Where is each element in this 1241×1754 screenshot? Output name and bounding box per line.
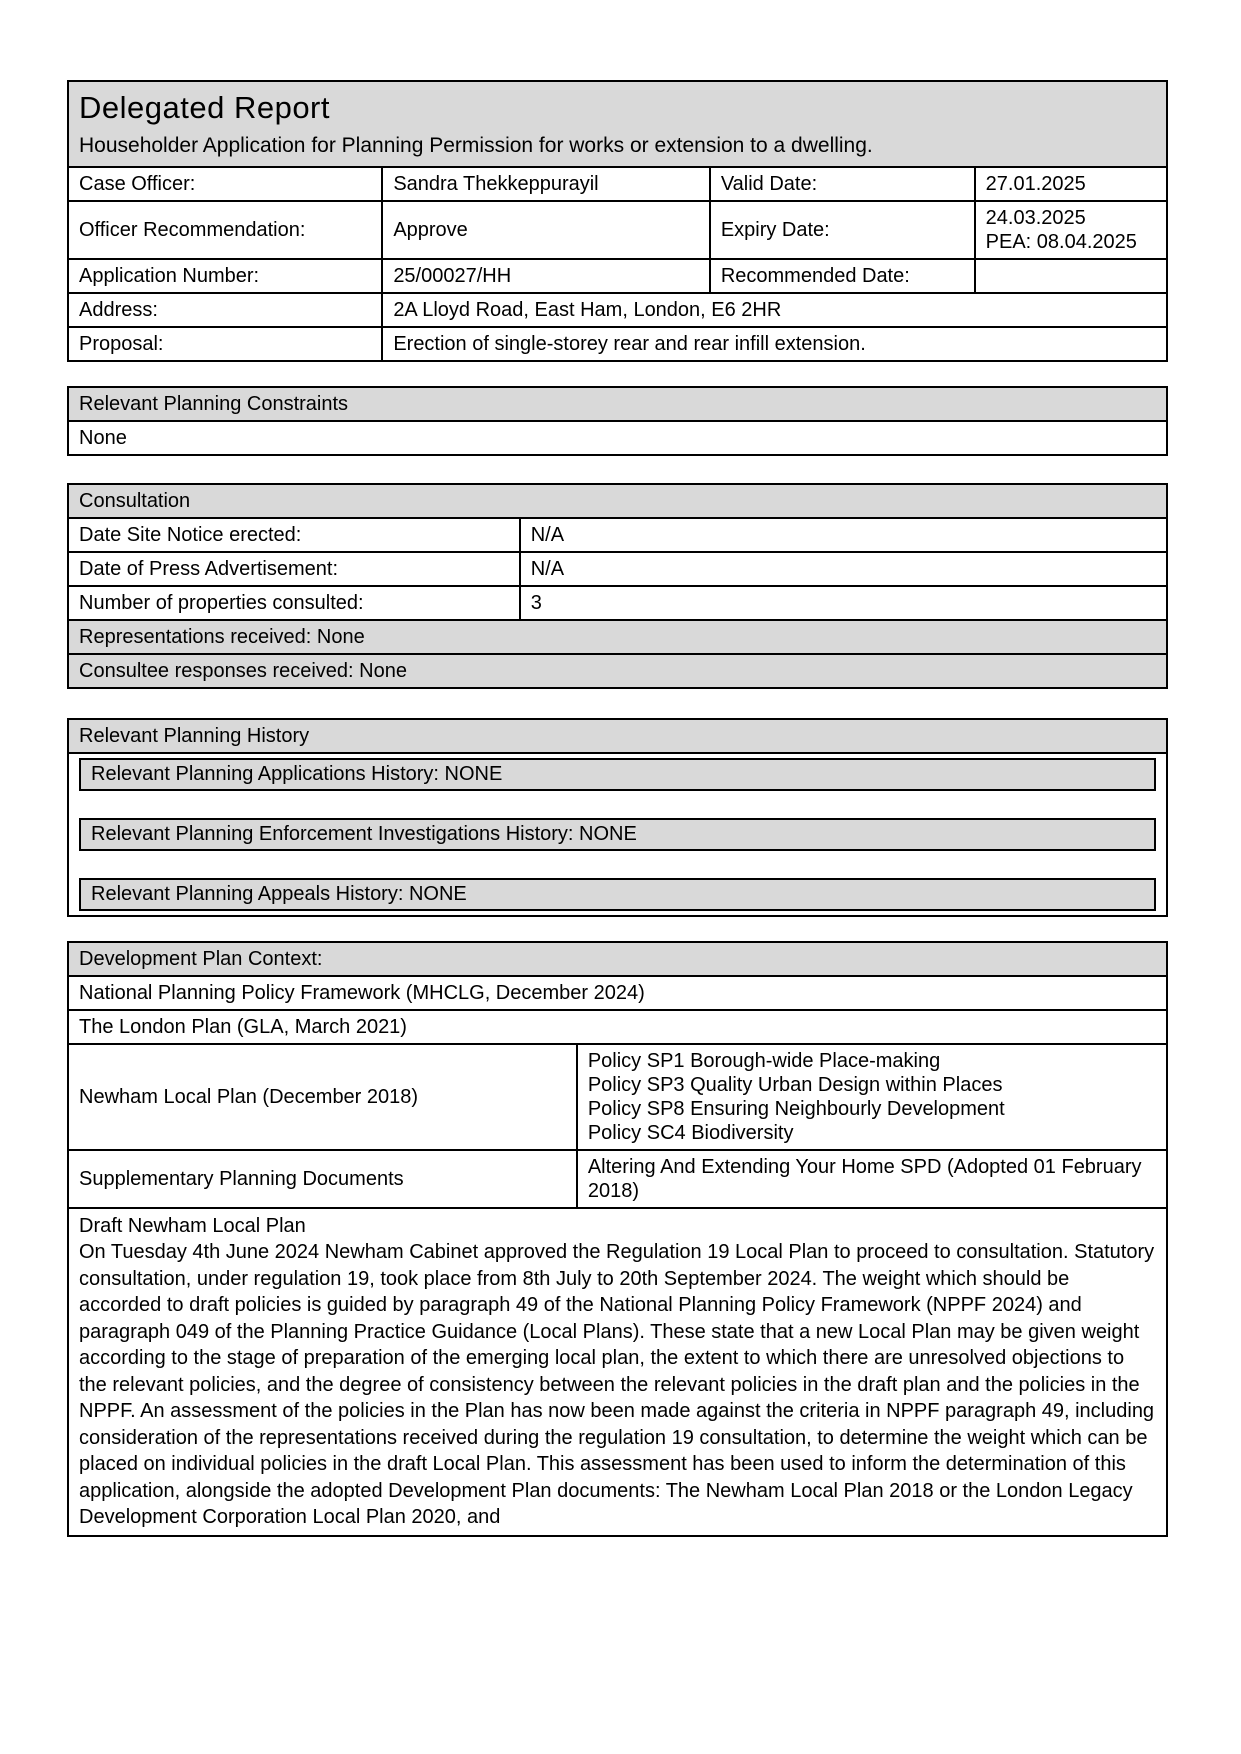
development-plan-header: Development Plan Context: xyxy=(68,942,1167,976)
policy-sp1: Policy SP1 Borough-wide Place-making xyxy=(587,1050,941,1072)
table-row xyxy=(68,259,1167,293)
application-number-value: 25/00027/HH xyxy=(382,259,710,293)
application-number-label: Application Number: xyxy=(68,259,382,293)
table-row xyxy=(68,1010,1167,1044)
page-title: Delegated Report xyxy=(79,90,330,125)
consultee-responses-received: Consultee responses received: None xyxy=(68,654,1167,688)
expiry-date-line1: 24.03.2025 xyxy=(985,207,1086,229)
draft-local-plan-cell xyxy=(68,1208,1167,1536)
enforcement-history-bar: Relevant Planning Enforcement Investigations History: NONE xyxy=(79,818,1156,851)
draft-local-plan-body: On Tuesday 4th June 2024 Newham Cabinet approved the Regulation 19 Local Plan to proceed to consultation. Statutory consultation, under regulation 19, took place from 8th July to 20th September 2024. The weight which should be accorded to draft policies is guided by paragraph 49 of the National Planning Policy Framework (NPPF 2024) and paragraph 049 of the Planning Practice Guidance (Local Plans). These state that a new Local Plan may be given weight according to the stage of preparation of the emerging local plan, the extent to which there are unresolved objections to the relevant policies, and the degree of consistency between the relevant policies in the draft plan and the policies in the NPPF. An assessment of the policies in the Plan has now been made against the criteria in NPPF paragraph 49, including consideration of the representations received during the regulation 19 consultation, to determine the weight which can be placed on individual policies in the draft Local Plan. This assessment has been used to inform the determination of this application, alongside the adopted Development Plan documents: The Newham Local Plan 2018 or the London Legacy Development Corporation Local Plan 2020, and xyxy=(79,1241,1155,1528)
appeals-history-bar: Relevant Planning Appeals History: NONE xyxy=(79,878,1156,911)
newham-local-plan-policies xyxy=(577,1044,1167,1150)
application-details-table xyxy=(67,80,1168,362)
table-row xyxy=(68,518,1167,552)
table-row xyxy=(68,327,1167,361)
table-row xyxy=(68,753,1167,916)
properties-consulted-value: 3 xyxy=(520,586,1167,620)
site-notice-value: N/A xyxy=(520,518,1167,552)
address-value: 2A Lloyd Road, East Ham, London, E6 2HR xyxy=(382,293,1167,327)
page-subtitle: Householder Application for Planning Permission for works or extension to a dwelling. xyxy=(79,134,873,157)
representations-received: Representations received: None xyxy=(68,620,1167,654)
expiry-date-label: Expiry Date: xyxy=(710,201,975,259)
applications-history-bar: Relevant Planning Applications History: NONE xyxy=(79,758,1156,791)
valid-date-label: Valid Date: xyxy=(710,167,975,201)
policy-sc4: Policy SC4 Biodiversity xyxy=(587,1122,794,1144)
table-row xyxy=(68,201,1167,259)
consultation-section xyxy=(67,483,1168,689)
officer-recommendation-value: Approve xyxy=(382,201,710,259)
table-row xyxy=(68,293,1167,327)
valid-date-value: 27.01.2025 xyxy=(975,167,1167,201)
planning-constraints-section xyxy=(67,386,1168,456)
expiry-date-value xyxy=(975,201,1167,259)
table-row xyxy=(68,1044,1167,1150)
section-header-row xyxy=(68,387,1167,421)
officer-recommendation-label: Officer Recommendation: xyxy=(68,201,382,259)
newham-local-plan-label: Newham Local Plan (December 2018) xyxy=(68,1044,577,1150)
table-row xyxy=(68,976,1167,1010)
table-row xyxy=(68,167,1167,201)
history-body xyxy=(68,753,1167,916)
delegated-report-document xyxy=(67,80,1168,1537)
table-row xyxy=(68,654,1167,688)
press-advert-label: Date of Press Advertisement: xyxy=(68,552,520,586)
proposal-value: Erection of single-storey rear and rear infill extension. xyxy=(382,327,1167,361)
press-advert-value: N/A xyxy=(520,552,1167,586)
address-label: Address: xyxy=(68,293,382,327)
table-row xyxy=(68,1150,1167,1208)
properties-consulted-label: Number of properties consulted: xyxy=(68,586,520,620)
table-row xyxy=(68,1208,1167,1536)
policy-sp8: Policy SP8 Ensuring Neighbourly Development xyxy=(587,1098,1005,1120)
proposal-label: Proposal: xyxy=(68,327,382,361)
constraints-body: None xyxy=(68,421,1167,455)
table-row xyxy=(68,586,1167,620)
section-header-row xyxy=(68,942,1167,976)
development-plan-section xyxy=(67,941,1168,1537)
table-row xyxy=(68,620,1167,654)
section-header-row xyxy=(68,719,1167,753)
draft-local-plan-title: Draft Newham Local Plan xyxy=(79,1215,306,1237)
title-block xyxy=(68,81,1167,167)
policy-sp3: Policy SP3 Quality Urban Design within Places xyxy=(587,1074,1003,1096)
history-header: Relevant Planning History xyxy=(68,719,1167,753)
consultation-header: Consultation xyxy=(68,484,1167,518)
expiry-date-line2: PEA: 08.04.2025 xyxy=(985,231,1137,253)
recommended-date-value xyxy=(975,259,1167,293)
table-row xyxy=(68,552,1167,586)
nppf-row: National Planning Policy Framework (MHCLG, December 2024) xyxy=(68,976,1167,1010)
constraints-header: Relevant Planning Constraints xyxy=(68,387,1167,421)
section-header-row xyxy=(68,484,1167,518)
london-plan-row: The London Plan (GLA, March 2021) xyxy=(68,1010,1167,1044)
case-officer-value: Sandra Thekkeppurayil xyxy=(382,167,710,201)
case-officer-label: Case Officer: xyxy=(68,167,382,201)
table-row xyxy=(68,421,1167,455)
site-notice-label: Date Site Notice erected: xyxy=(68,518,520,552)
spd-label: Supplementary Planning Documents xyxy=(68,1150,577,1208)
planning-history-section xyxy=(67,718,1168,917)
spd-value: Altering And Extending Your Home SPD (Adopted 01 February 2018) xyxy=(577,1150,1167,1208)
recommended-date-label: Recommended Date: xyxy=(710,259,975,293)
title-row xyxy=(68,81,1167,167)
